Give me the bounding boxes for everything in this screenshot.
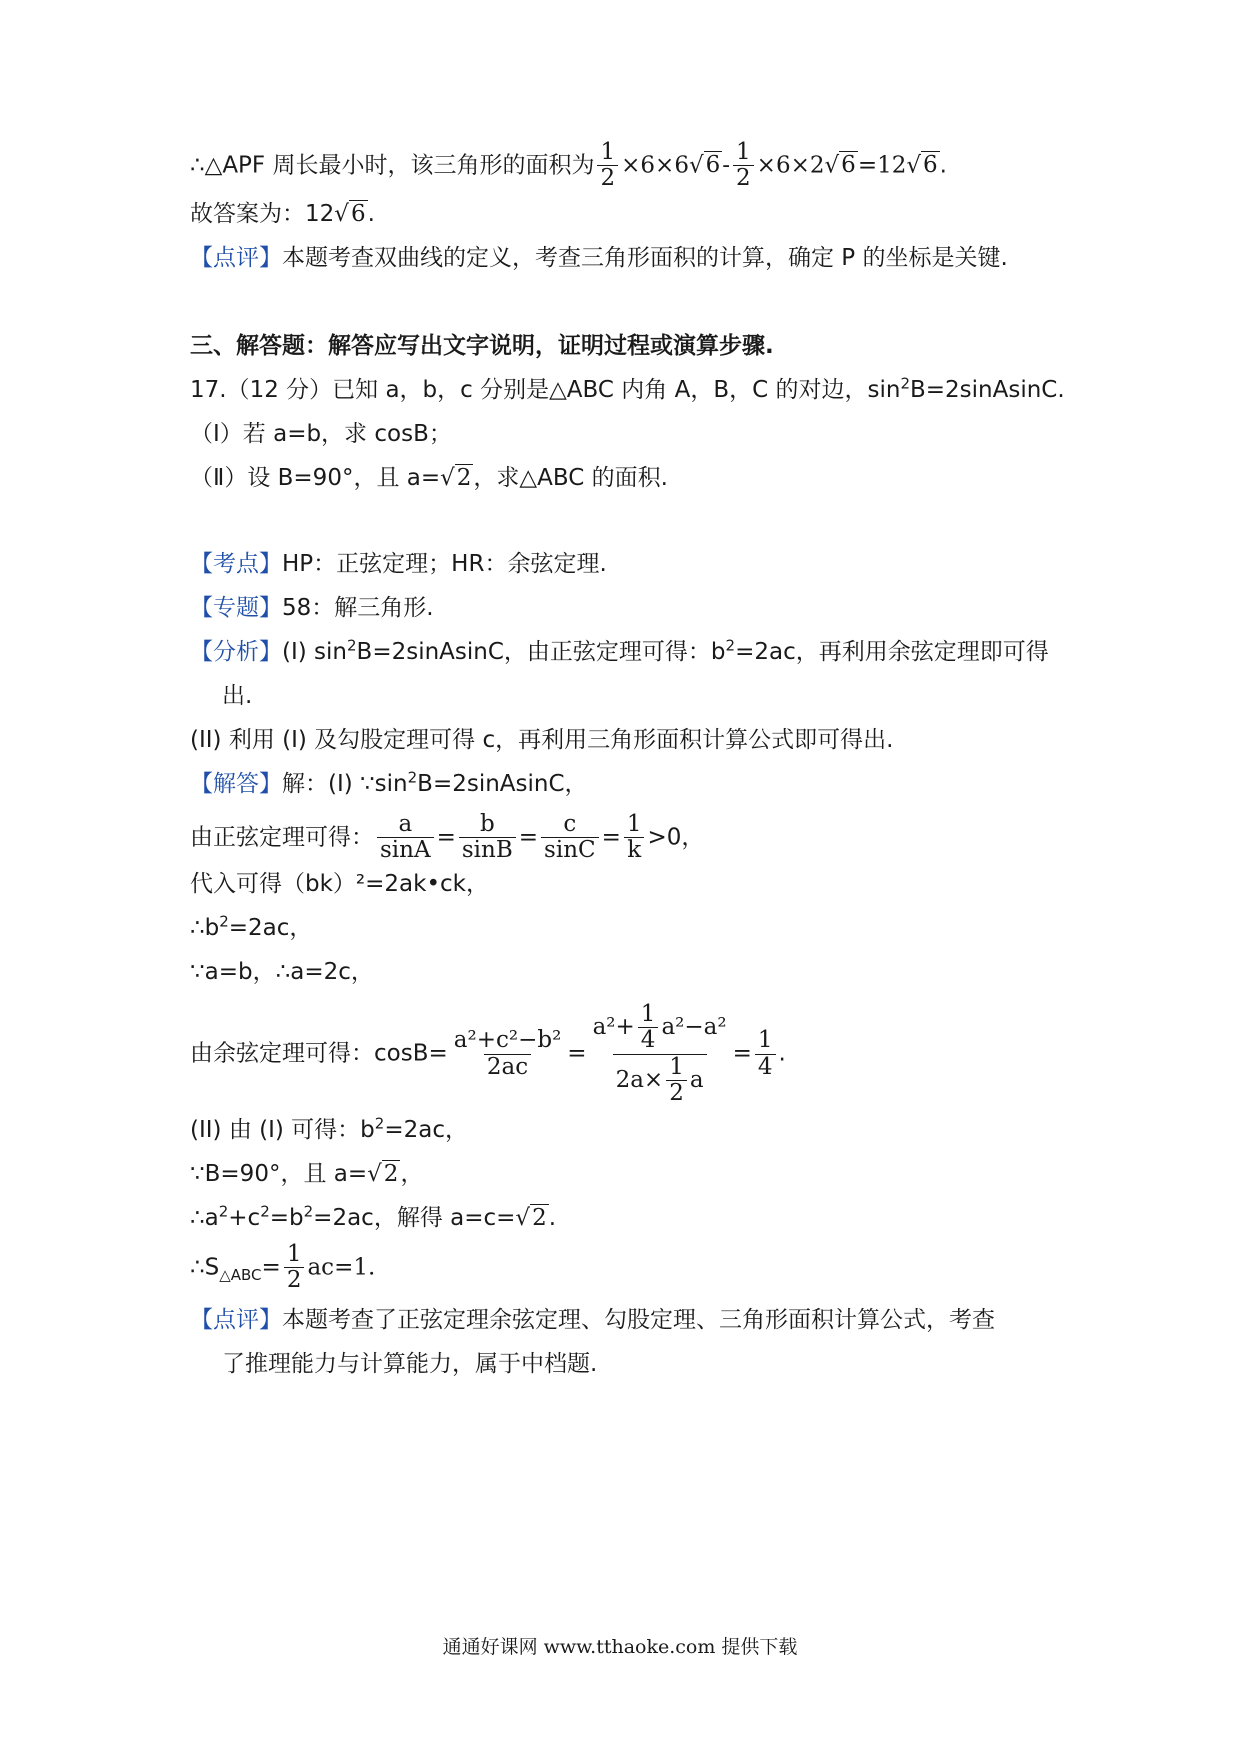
- kaodian-tag: 【考点】: [190, 551, 282, 577]
- fraction: $\frac{1}{2}$: [733, 140, 754, 192]
- dianping-line1: 【点评】本题考查了正弦定理余弦定理、勾股定理、三角形面积计算公式，考查: [190, 1307, 995, 1333]
- area-result-line: ∴△APF 周长最小时，该三角形的面积为 $\frac{1}{2}$ ×6×6√6- $\frac{1}{2}$ ×6×2√6=12√6.: [190, 139, 947, 192]
- fraction-1-4: $\frac{1}{4}$: [755, 1028, 776, 1080]
- jieda-line1: 【解答】解：(I) $\because\sin^2B=2sinAsinC$，: [190, 768, 588, 797]
- fraction-a-sinA: $\frac{a}{\sin A}$: [377, 812, 434, 864]
- sqrt-6: √6: [824, 152, 856, 179]
- fraction-cos-1: $\frac{\text{a²+c²−b²}}{2ac}$: [453, 1027, 562, 1080]
- zhuanti-tag: 【专题】: [190, 595, 282, 621]
- fenxi-tag: 【分析】: [190, 639, 282, 665]
- jieda-line8: ∵B=90°，且 a=√2，: [190, 1161, 424, 1187]
- sqrt-2: √2: [515, 1205, 547, 1231]
- kaodian-line: 【考点】HP：正弦定理；HR：余弦定理.: [190, 551, 607, 577]
- fraction-b-sinB: $\frac{b}{\sin B}$: [459, 812, 516, 864]
- answer-line: 故答案为：12√6.: [190, 201, 375, 227]
- fenxi-line1: 【分析】(I) $\sin^2B=2sinAsinC$，由正弦定理可得：$b^2=2ac$，再利用余弦定理即可得: [190, 636, 1049, 665]
- fraction-half: $\frac{1}{2}$: [666, 1055, 687, 1107]
- problem-stem: 17.（12 分）已知 a，b，c 分别是△ABC 内角 A，B，C 的对边，$\sin^2B=2sinAsinC$.: [190, 374, 1065, 403]
- fenxi-line3: (II) 利用 (I) 及勾股定理可得 c，再利用三角形面积计算公式即可得出.: [190, 727, 894, 753]
- dianping-line2: 了推理能力与计算能力，属于中档题.: [222, 1351, 598, 1377]
- jieda-line7: (II) 由 (I) 可得：$b^2=2ac$，: [190, 1114, 468, 1143]
- sqrt-6: √6: [334, 201, 366, 227]
- fraction-1-k: $\frac{1}{k}$: [624, 812, 645, 864]
- fraction-half: $\frac{1}{2}$: [284, 1242, 305, 1294]
- section-heading: 三、解答题：解答应写出文字说明，证明过程或演算步骤.: [190, 333, 774, 359]
- jieda-area-line: $\therefore S_{\triangle ABC}=$ $\frac{1}{2}$ ac=1.: [190, 1241, 376, 1294]
- jieda-line4: $\therefore b^2=2ac$，: [190, 912, 313, 941]
- sqrt-6: √6: [688, 152, 721, 179]
- fraction-quarter: $\frac{1}{4}$: [638, 1002, 659, 1054]
- jieda-line9: $\therefore a^2+c^2=b^2=2ac$，解得 a=c=√2.: [190, 1202, 557, 1231]
- dianping-tag: 【点评】: [190, 1307, 282, 1333]
- zhuanti-line: 【专题】58：解三角形.: [190, 595, 434, 621]
- jieda-cosine-law: 由余弦定理可得：cosB= $\frac{\text{a²+c²−b²}}{2ac}$ = a²+ $\frac{1}{4}$ a²−a² 2a× $\frac{1}{2}$ a = $\frac{1}{4}$ .: [190, 1001, 786, 1106]
- sqrt-6: √6: [906, 152, 938, 179]
- fraction-c-sinC: $\frac{c}{\sin C}$: [541, 812, 599, 864]
- sqrt-2: √2: [367, 1161, 399, 1187]
- problem-part1: （Ⅰ）若 a=b，求 cosB；: [190, 421, 452, 447]
- page-footer: 通通好课网 www.tthaoke.com 提供下载: [442, 1636, 798, 1658]
- fraction: $\frac{1}{2}$: [597, 140, 618, 192]
- problem-part2: （Ⅱ）设 B=90°，且 a=√2，求△ABC 的面积.: [190, 465, 668, 491]
- jieda-line5: ∵a=b，∴a=2c，: [190, 959, 374, 985]
- comment-tag: 【点评】: [190, 245, 282, 271]
- jieda-line3: 代入可得（bk）²=2ak•ck，: [190, 871, 489, 897]
- jieda-tag: 【解答】: [190, 771, 282, 797]
- area-prefix: ∴△APF 周长最小时，该三角形的面积为: [190, 152, 595, 179]
- fraction-cos-2: a²+ $\frac{1}{4}$ a²−a² 2a× $\frac{1}{2}$ a: [592, 1001, 727, 1106]
- prev-comment-line: 【点评】本题考查双曲线的定义，考查三角形面积的计算，确定 P 的坐标是关键.: [190, 245, 1008, 271]
- sqrt-2: √2: [440, 465, 472, 491]
- fenxi-line2: 出.: [222, 683, 253, 709]
- jieda-sine-law: 由正弦定理可得： $\frac{a}{\sin A}$ = $\frac{b}{\sin B}$ = $\frac{c}{\sin C}$ = $\frac{1}{k}$ >0，: [190, 811, 705, 864]
